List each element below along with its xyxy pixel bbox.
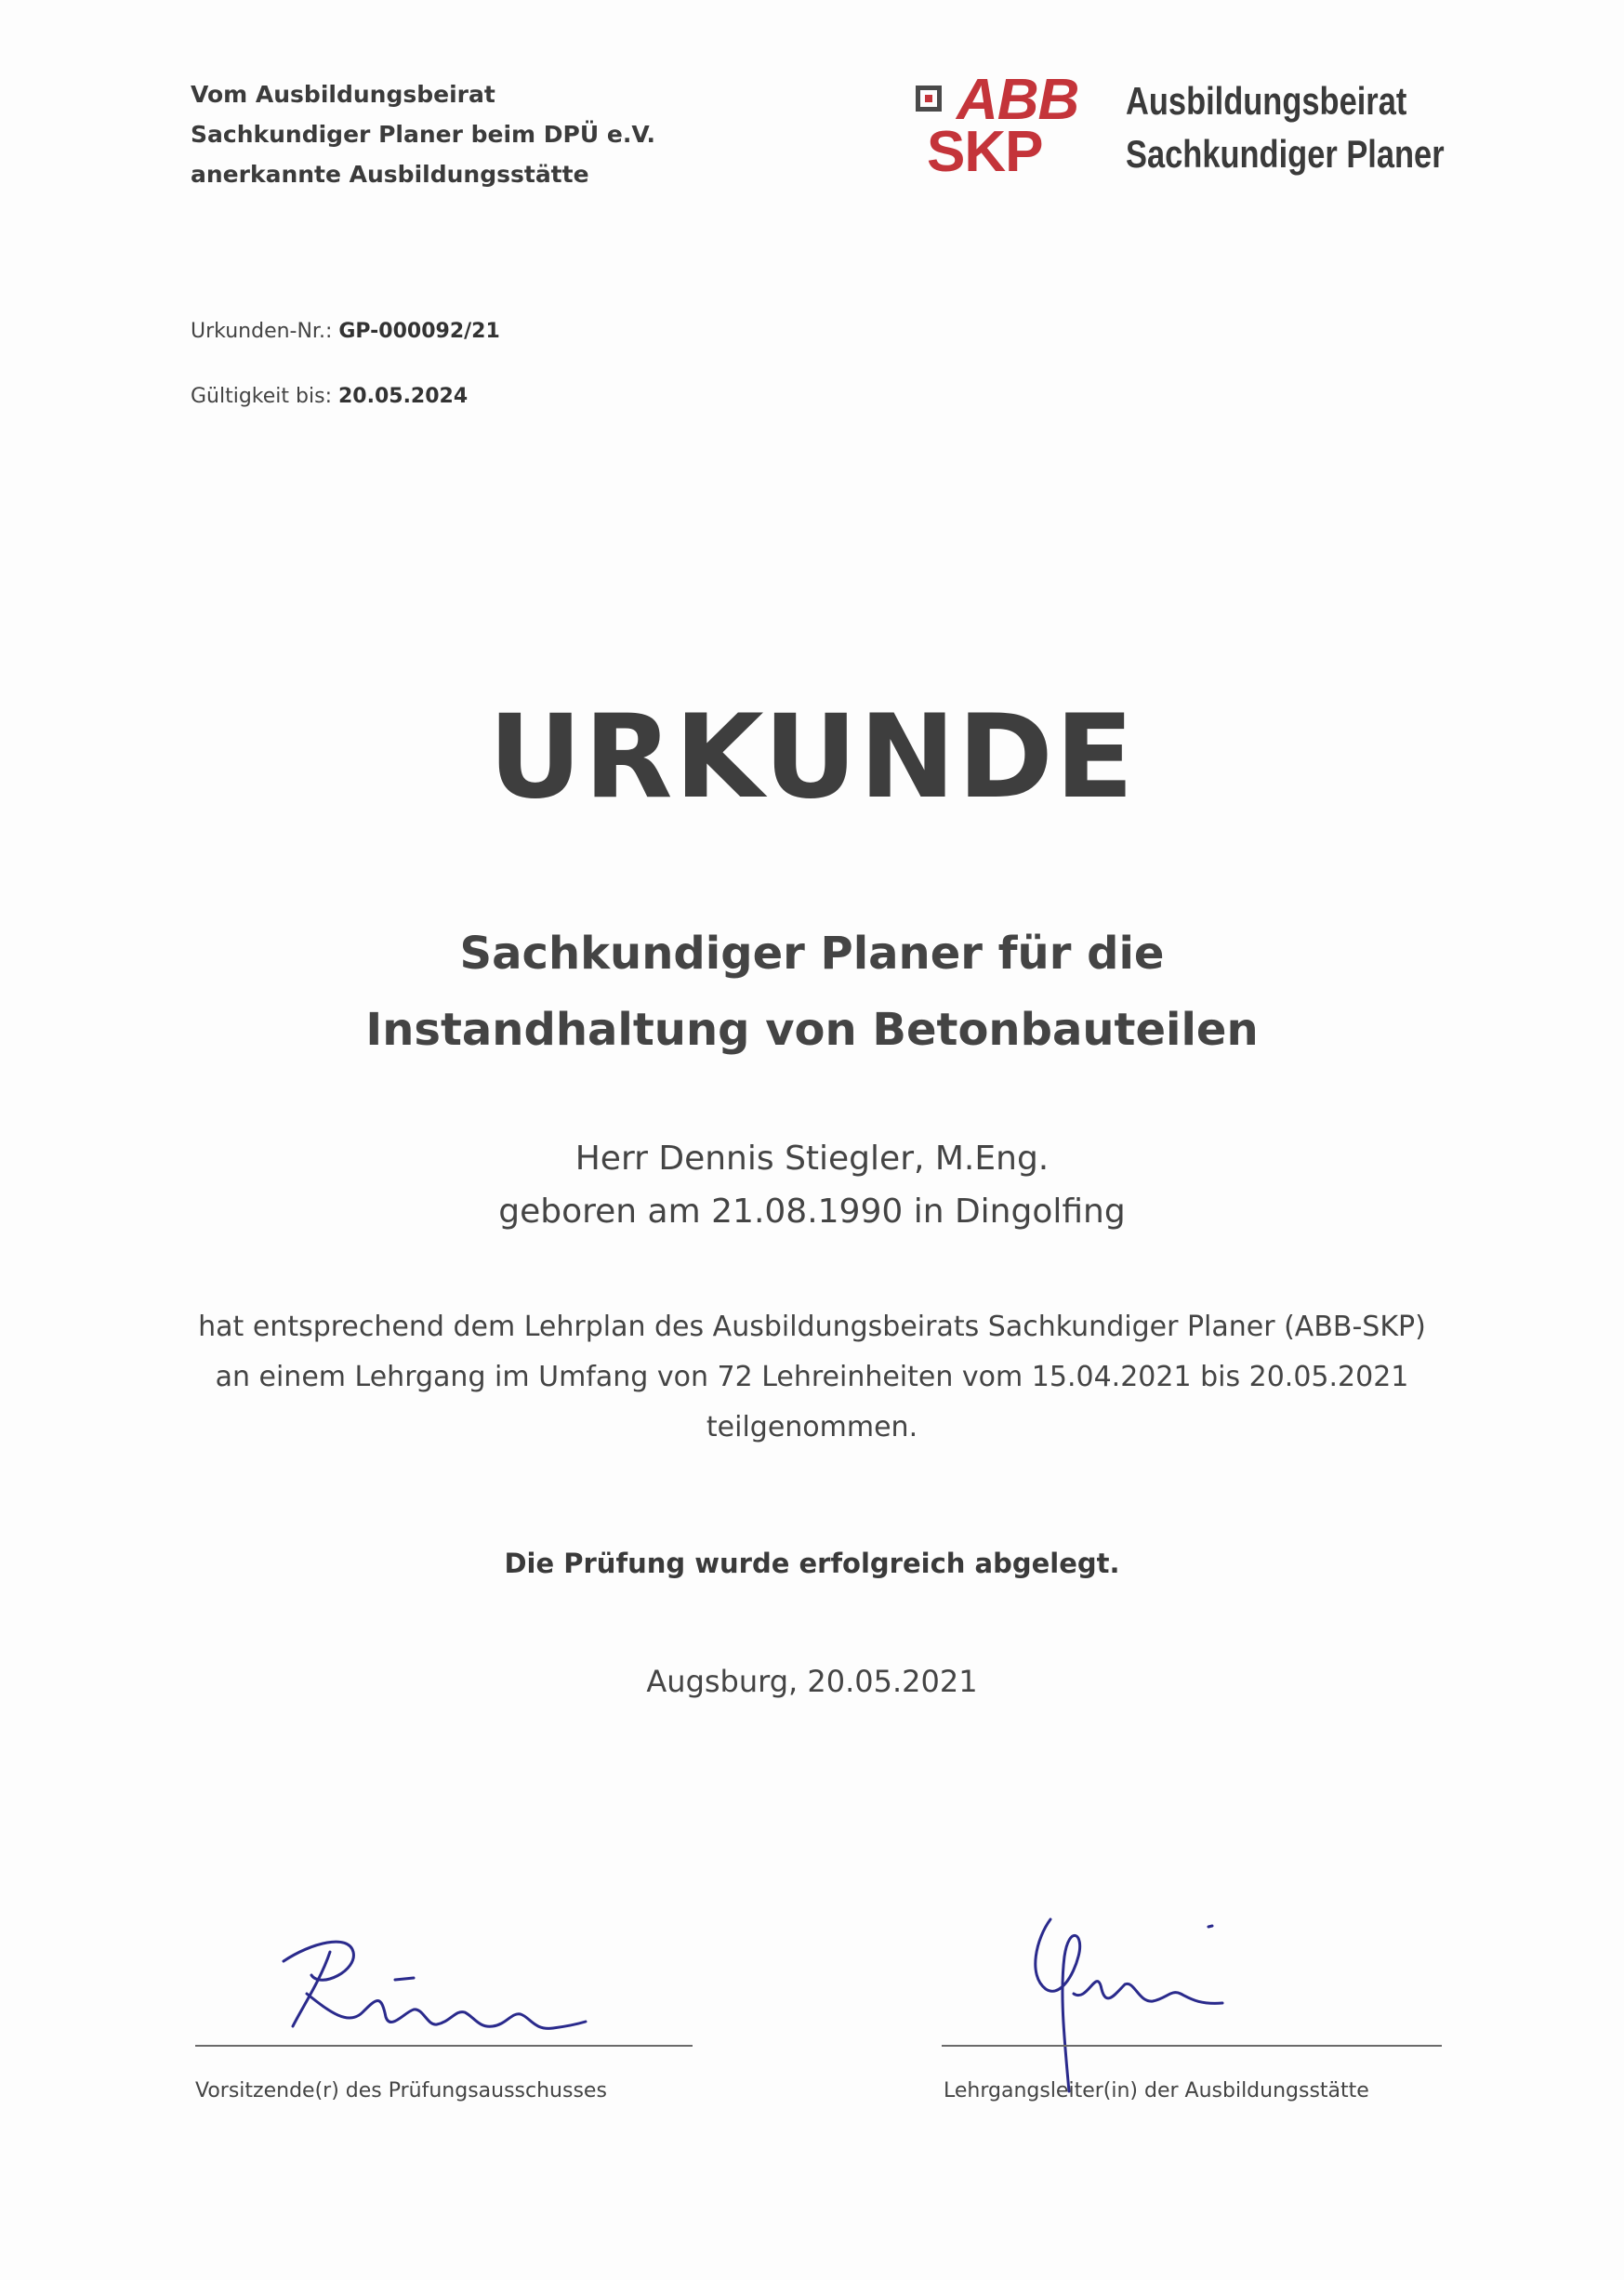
validity (191, 385, 468, 408)
issuer-line-3: anerkannte Ausbildungsstätte (191, 161, 589, 188)
signature-label-right: Lehrgangsleiter(in) der Ausbildungsstätte (944, 2079, 1369, 2102)
certificate-number (191, 320, 500, 343)
document-title: URKUNDE (488, 691, 1136, 824)
validity-value: 20.05.2024 (337, 385, 469, 408)
validity-label: Gültigkeit bis: (191, 385, 338, 408)
abb-skp-logo (916, 68, 1446, 186)
recipient-birth: geboren am 21.08.1990 in Dingolfing (498, 1193, 1126, 1231)
issuer-block (191, 74, 655, 194)
course-description-line-2: an einem Lehrgang im Umfang von 72 Lehreinheiten vom 15.04.2021 bis 20.05.2021 (215, 1361, 1409, 1393)
signature-line-right (942, 2045, 1442, 2047)
place-and-date: Augsburg, 20.05.2021 (646, 1664, 978, 1699)
qualification-title-line-1: Sachkundiger Planer für die (459, 928, 1165, 980)
exam-result: Die Prüfung wurde erfolgreich abgelegt. (504, 1548, 1120, 1579)
qualification-title-line-2: Instandhaltung von Betonbauteilen (365, 1004, 1259, 1056)
course-description-line-1: hat entsprechend dem Lehrplan des Ausbildungsbeirats Sachkundiger Planer (ABB-SKP) (198, 1311, 1426, 1343)
course-description-line-3: teilgenommen. (706, 1411, 918, 1443)
recipient (0, 1132, 1624, 1238)
recipient-name: Herr Dennis Stiegler, M.Eng. (574, 1140, 1050, 1178)
signature-left-image (274, 1924, 590, 2045)
certificate-number-label: Urkunden-Nr.: (191, 320, 339, 343)
logo-text-line-1: Ausbildungsbeirat (1126, 79, 1407, 123)
signature-line-left (195, 2045, 693, 2047)
signature-label-left: Vorsitzende(r) des Prüfungsausschusses (195, 2079, 607, 2102)
logo-text-line-2: Sachkundiger Planer (1126, 132, 1445, 176)
issuer-line-2: Sachkundiger Planer beim DPÜ e.V. (191, 121, 655, 148)
signature-right-image (999, 1901, 1232, 2101)
qualification-title (0, 916, 1624, 1068)
logo-square-icon (916, 86, 942, 112)
issuer-line-1: Vom Ausbildungsbeirat (191, 81, 495, 108)
certificate-number-value: GP-000092/21 (338, 320, 500, 343)
logo-abb: ABB (957, 68, 1079, 132)
logo-skp: SKP (927, 120, 1043, 184)
course-description (0, 1302, 1624, 1453)
